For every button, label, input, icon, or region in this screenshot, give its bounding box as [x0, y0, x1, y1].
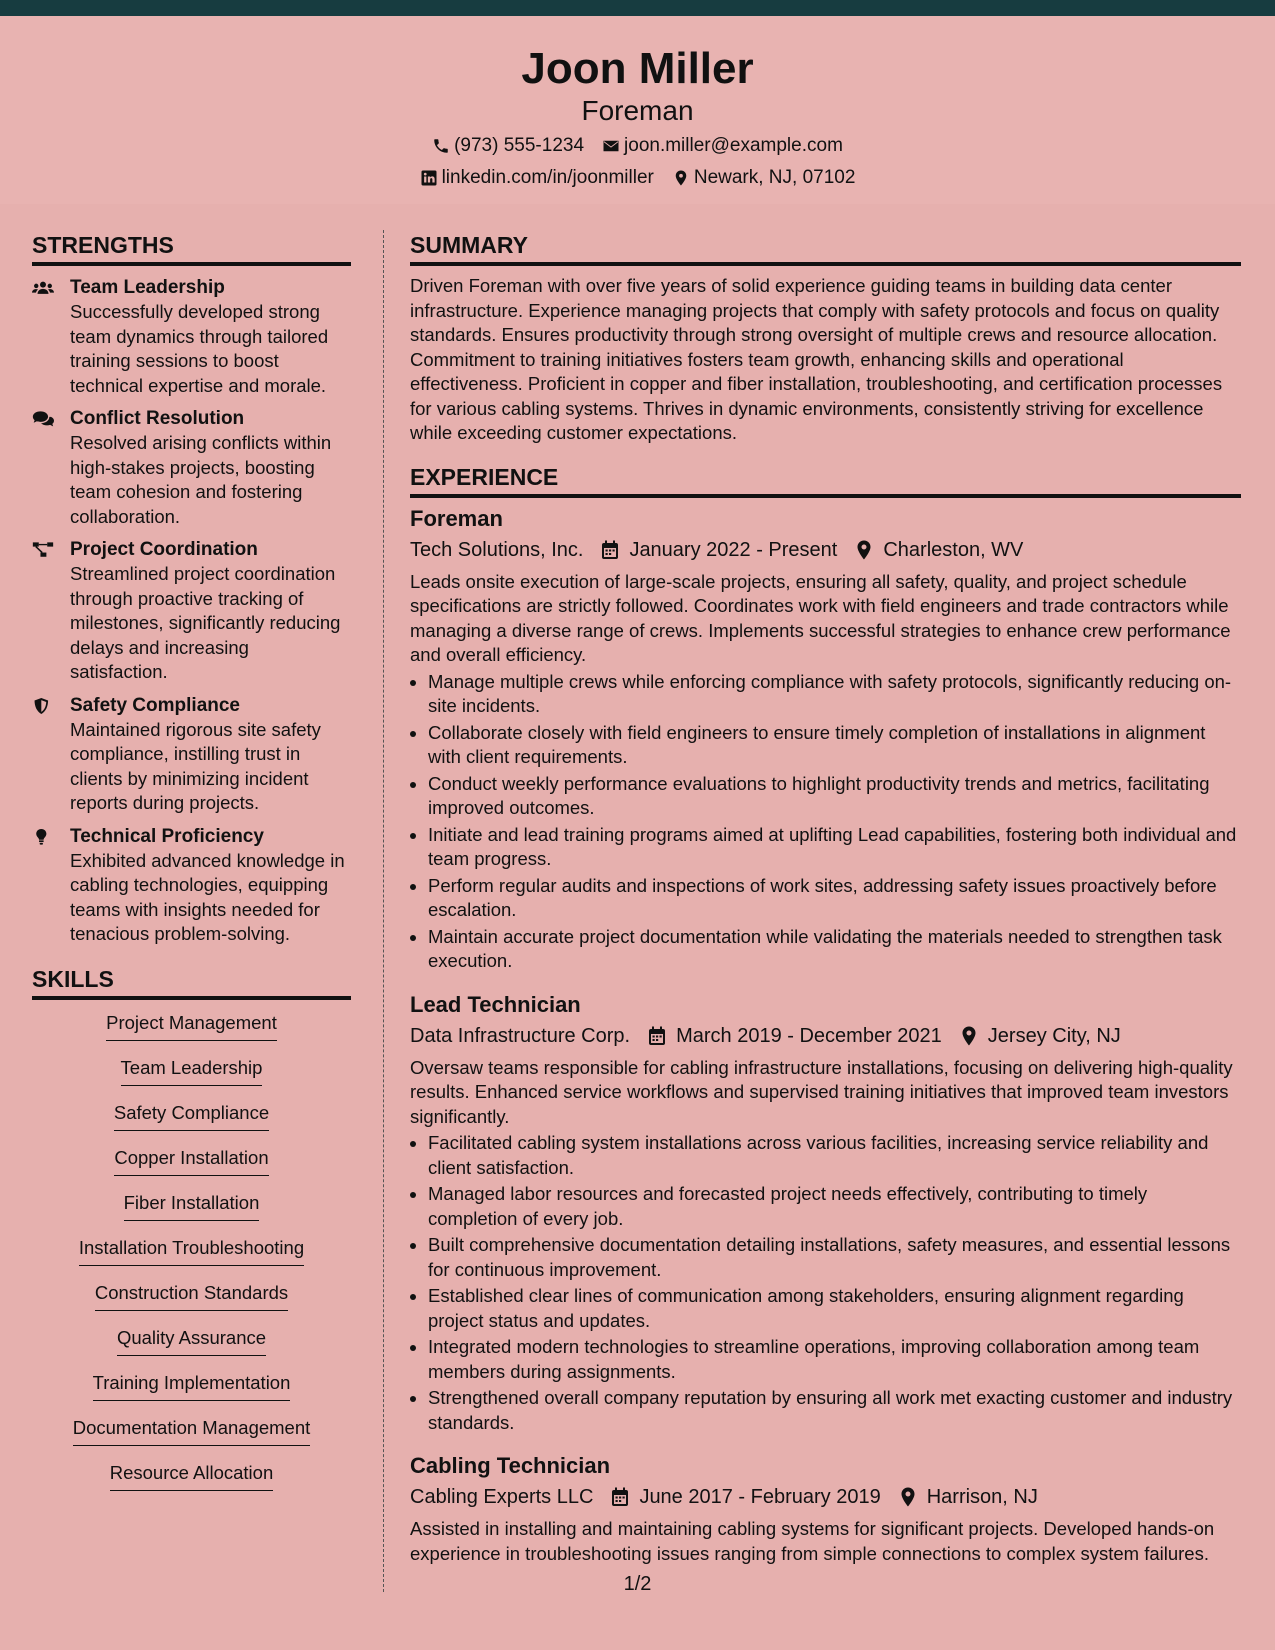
job-dates: March 2019 - December 2021 — [676, 1024, 942, 1047]
lightbulb-icon — [32, 827, 54, 847]
job-bullet: • Manage multiple crews while enforcing compliance with safety protocols, significantly reducing on-site incidents. — [428, 670, 1241, 719]
skill-label: Fiber Installation — [124, 1191, 260, 1221]
skill-item — [32, 1236, 351, 1281]
envelope-icon — [602, 137, 620, 155]
skill-item — [32, 1461, 351, 1506]
candidate-title: Foreman — [581, 95, 694, 126]
job-bullet: • Initiate and lead training programs aimed at uplifting Lead capabilities, fostering both individual and team progress. — [428, 823, 1241, 872]
strength-title: Team Leadership — [70, 277, 225, 298]
job-title: Foreman — [410, 505, 503, 531]
left-column — [32, 230, 351, 1506]
skill-label: Resource Allocation — [110, 1461, 274, 1491]
job-bullet: • Maintain accurate project documentation while validating the materials needed to strengthen task execution. — [428, 925, 1241, 974]
calendar-icon — [648, 1026, 666, 1046]
skills-list — [32, 1011, 351, 1506]
job-bullets — [410, 670, 1241, 974]
location-contact — [672, 166, 856, 190]
right-column — [410, 230, 1241, 1566]
skill-label: Safety Compliance — [114, 1101, 269, 1131]
experience-heading: EXPERIENCE — [410, 462, 1241, 498]
strength-item — [32, 825, 351, 947]
job-description: Assisted in installing and maintaining cabling systems for significant projects. Developed hands-on experience in troubleshooting issues ranging from simple connections to complex system failures. — [410, 1518, 1215, 1564]
linkedin-contact[interactable] — [420, 166, 654, 190]
strength-description: Streamlined project coordination through proactive tracking of milestones, significantly reducing delays and increasing satisfaction. — [70, 563, 341, 682]
job-bullet: • Collaborate closely with field engineers to ensure timely completion of installations in alignment with client requirements. — [428, 721, 1241, 770]
email-contact[interactable] — [602, 134, 843, 158]
summary-heading: SUMMARY — [410, 230, 1241, 266]
skill-label: Construction Standards — [95, 1281, 288, 1311]
strength-description: Resolved arising conflicts within high-stakes projects, boosting team cohesion and fostering collaboration. — [70, 432, 332, 527]
map-marker-icon — [672, 169, 690, 187]
company-name: Cabling Experts LLC — [410, 1486, 594, 1508]
job-meta — [410, 1482, 1241, 1512]
strength-title: Technical Proficiency — [70, 825, 264, 847]
skill-item — [32, 1281, 351, 1326]
strengths-list — [32, 276, 351, 947]
map-marker-icon — [899, 1487, 917, 1507]
job-title: Lead Technician — [410, 991, 581, 1017]
skill-item — [32, 1011, 351, 1056]
contact-row-2 — [0, 166, 1275, 190]
strength-description: Successfully developed strong team dynamics through tailored training sessions to boost technical expertise and morale. — [70, 301, 329, 396]
page-number: 1/2 — [623, 1573, 652, 1595]
skill-item — [32, 1146, 351, 1191]
top-accent-bar — [0, 0, 1275, 16]
job-dates: January 2022 - Present — [629, 538, 838, 561]
skill-item — [32, 1326, 351, 1371]
job-bullet: • Integrated modern technologies to streamline operations, improving collaboration among team members during assignments. — [428, 1335, 1241, 1384]
resume-header — [0, 16, 1275, 204]
job-bullet: • Perform regular audits and inspections of work sites, addressing safety issues proactively before escalation. — [428, 874, 1241, 923]
job-title: Cabling Technician — [410, 1453, 611, 1478]
shield-icon — [32, 696, 54, 716]
job-location: Harrison, NJ — [926, 1486, 1038, 1508]
job-entry — [410, 504, 1241, 974]
skill-label: Quality Assurance — [117, 1326, 266, 1356]
skill-item — [32, 1101, 351, 1146]
job-bullet: • Established clear lines of communication among stakeholders, ensuring alignment regarding project status and updates. — [428, 1284, 1241, 1333]
skills-heading: SKILLS — [32, 964, 351, 1000]
column-divider — [383, 230, 384, 1592]
strength-description: Exhibited advanced knowledge in cabling technologies, equipping teams with insights needed for tenacious problem-solving. — [70, 849, 345, 944]
company-name: Tech Solutions, Inc. — [410, 538, 584, 561]
candidate-name: Joon Miller — [521, 44, 754, 93]
strength-item — [32, 694, 351, 816]
company-name: Data Infrastructure Corp. — [410, 1024, 631, 1047]
skill-item — [32, 1371, 351, 1416]
strength-item — [32, 276, 351, 398]
job-location: Charleston, WV — [883, 538, 1024, 561]
job-entry — [410, 990, 1241, 1436]
phone-text: (973) 555-1234 — [454, 135, 585, 156]
skill-item — [32, 1056, 351, 1101]
job-bullet: • Strengthened overall company reputation by ensuring all work met exacting customer and industry standards. — [428, 1386, 1241, 1435]
job-bullet: • Built comprehensive documentation detailing installations, safety measures, and essential lessons for continuous improvement. — [428, 1233, 1241, 1282]
skill-label: Project Management — [106, 1011, 277, 1041]
phone-icon — [432, 137, 450, 155]
strength-description: Maintained rigorous site safety compliance, instilling trust in clients by minimizing incident reports during projects. — [70, 718, 321, 813]
strength-title: Conflict Resolution — [70, 408, 245, 429]
linkedin-icon — [420, 169, 438, 187]
contact-row-1 — [0, 134, 1275, 158]
skill-label: Team Leadership — [121, 1056, 263, 1086]
strength-title: Safety Compliance — [70, 694, 240, 716]
calendar-icon — [601, 540, 619, 560]
job-bullet: • Facilitated cabling system installations across various facilities, increasing service reliability and client satisfaction. — [428, 1131, 1241, 1180]
job-bullet: • Managed labor resources and forecasted project needs effectively, contributing to timely completion of every job. — [428, 1182, 1241, 1231]
strength-item — [32, 407, 351, 529]
job-meta — [410, 535, 1241, 565]
project-diagram-icon — [32, 540, 54, 560]
skill-item — [32, 1191, 351, 1236]
job-meta — [410, 1021, 1241, 1051]
skill-label: Documentation Management — [73, 1416, 311, 1446]
job-location: Jersey City, NJ — [987, 1024, 1121, 1047]
skill-label: Copper Installation — [114, 1146, 268, 1176]
email-text[interactable]: joon.miller@example.com — [624, 135, 843, 156]
strength-title: Project Coordination — [70, 539, 258, 560]
job-description: Oversaw teams responsible for cabling infrastructure installations, focusing on delivering high-quality results. Enhanced service workflows and supervised training initiatives that improved team investors significantly. — [410, 1056, 1233, 1127]
map-marker-icon — [960, 1026, 978, 1046]
job-entry — [410, 1451, 1241, 1566]
strengths-heading: STRENGTHS — [32, 230, 351, 266]
users-icon — [32, 278, 54, 298]
job-bullets — [410, 1131, 1241, 1435]
calendar-icon — [611, 1487, 629, 1507]
skill-item — [32, 1416, 351, 1461]
map-marker-icon — [855, 540, 873, 560]
job-bullet: • Conduct weekly performance evaluations to highlight productivity trends and metrics, facilitating improved outcomes. — [428, 772, 1241, 821]
phone-contact — [432, 134, 584, 158]
summary-text: Driven Foreman with over five years of solid experience guiding teams in building data center infrastructure. Experience managing projects that comply with safety protocols and focus on quality standards. Ensures productivity through strong oversight of multiple crews and resource allocation. Commitment to training initiatives fosters team growth, enhancing skills and operational effectiveness. Proficient in copper and fiber installation, troubleshooting, and certification processes for various cabling systems. Thrives in dynamic environments, consistently striving for excellence while exceeding customer expectations. — [410, 275, 1223, 443]
job-dates: June 2017 - February 2019 — [639, 1486, 881, 1508]
location-text: Newark, NJ, 07102 — [693, 167, 856, 188]
skill-label: Training Implementation — [93, 1371, 291, 1401]
job-description: Leads onsite execution of large-scale projects, ensuring all safety, quality, and project schedule specifications are strictly followed. Coordinates work with field engineers and trade contractors while managing a diverse range of crews. Implements successful strategies to enhance crew performance and overall efficiency. — [410, 570, 1231, 665]
linkedin-text[interactable]: linkedin.com/in/joonmiller — [441, 167, 654, 188]
comments-icon — [32, 409, 54, 429]
strength-item — [32, 538, 351, 685]
skill-label: Installation Troubleshooting — [79, 1236, 304, 1266]
